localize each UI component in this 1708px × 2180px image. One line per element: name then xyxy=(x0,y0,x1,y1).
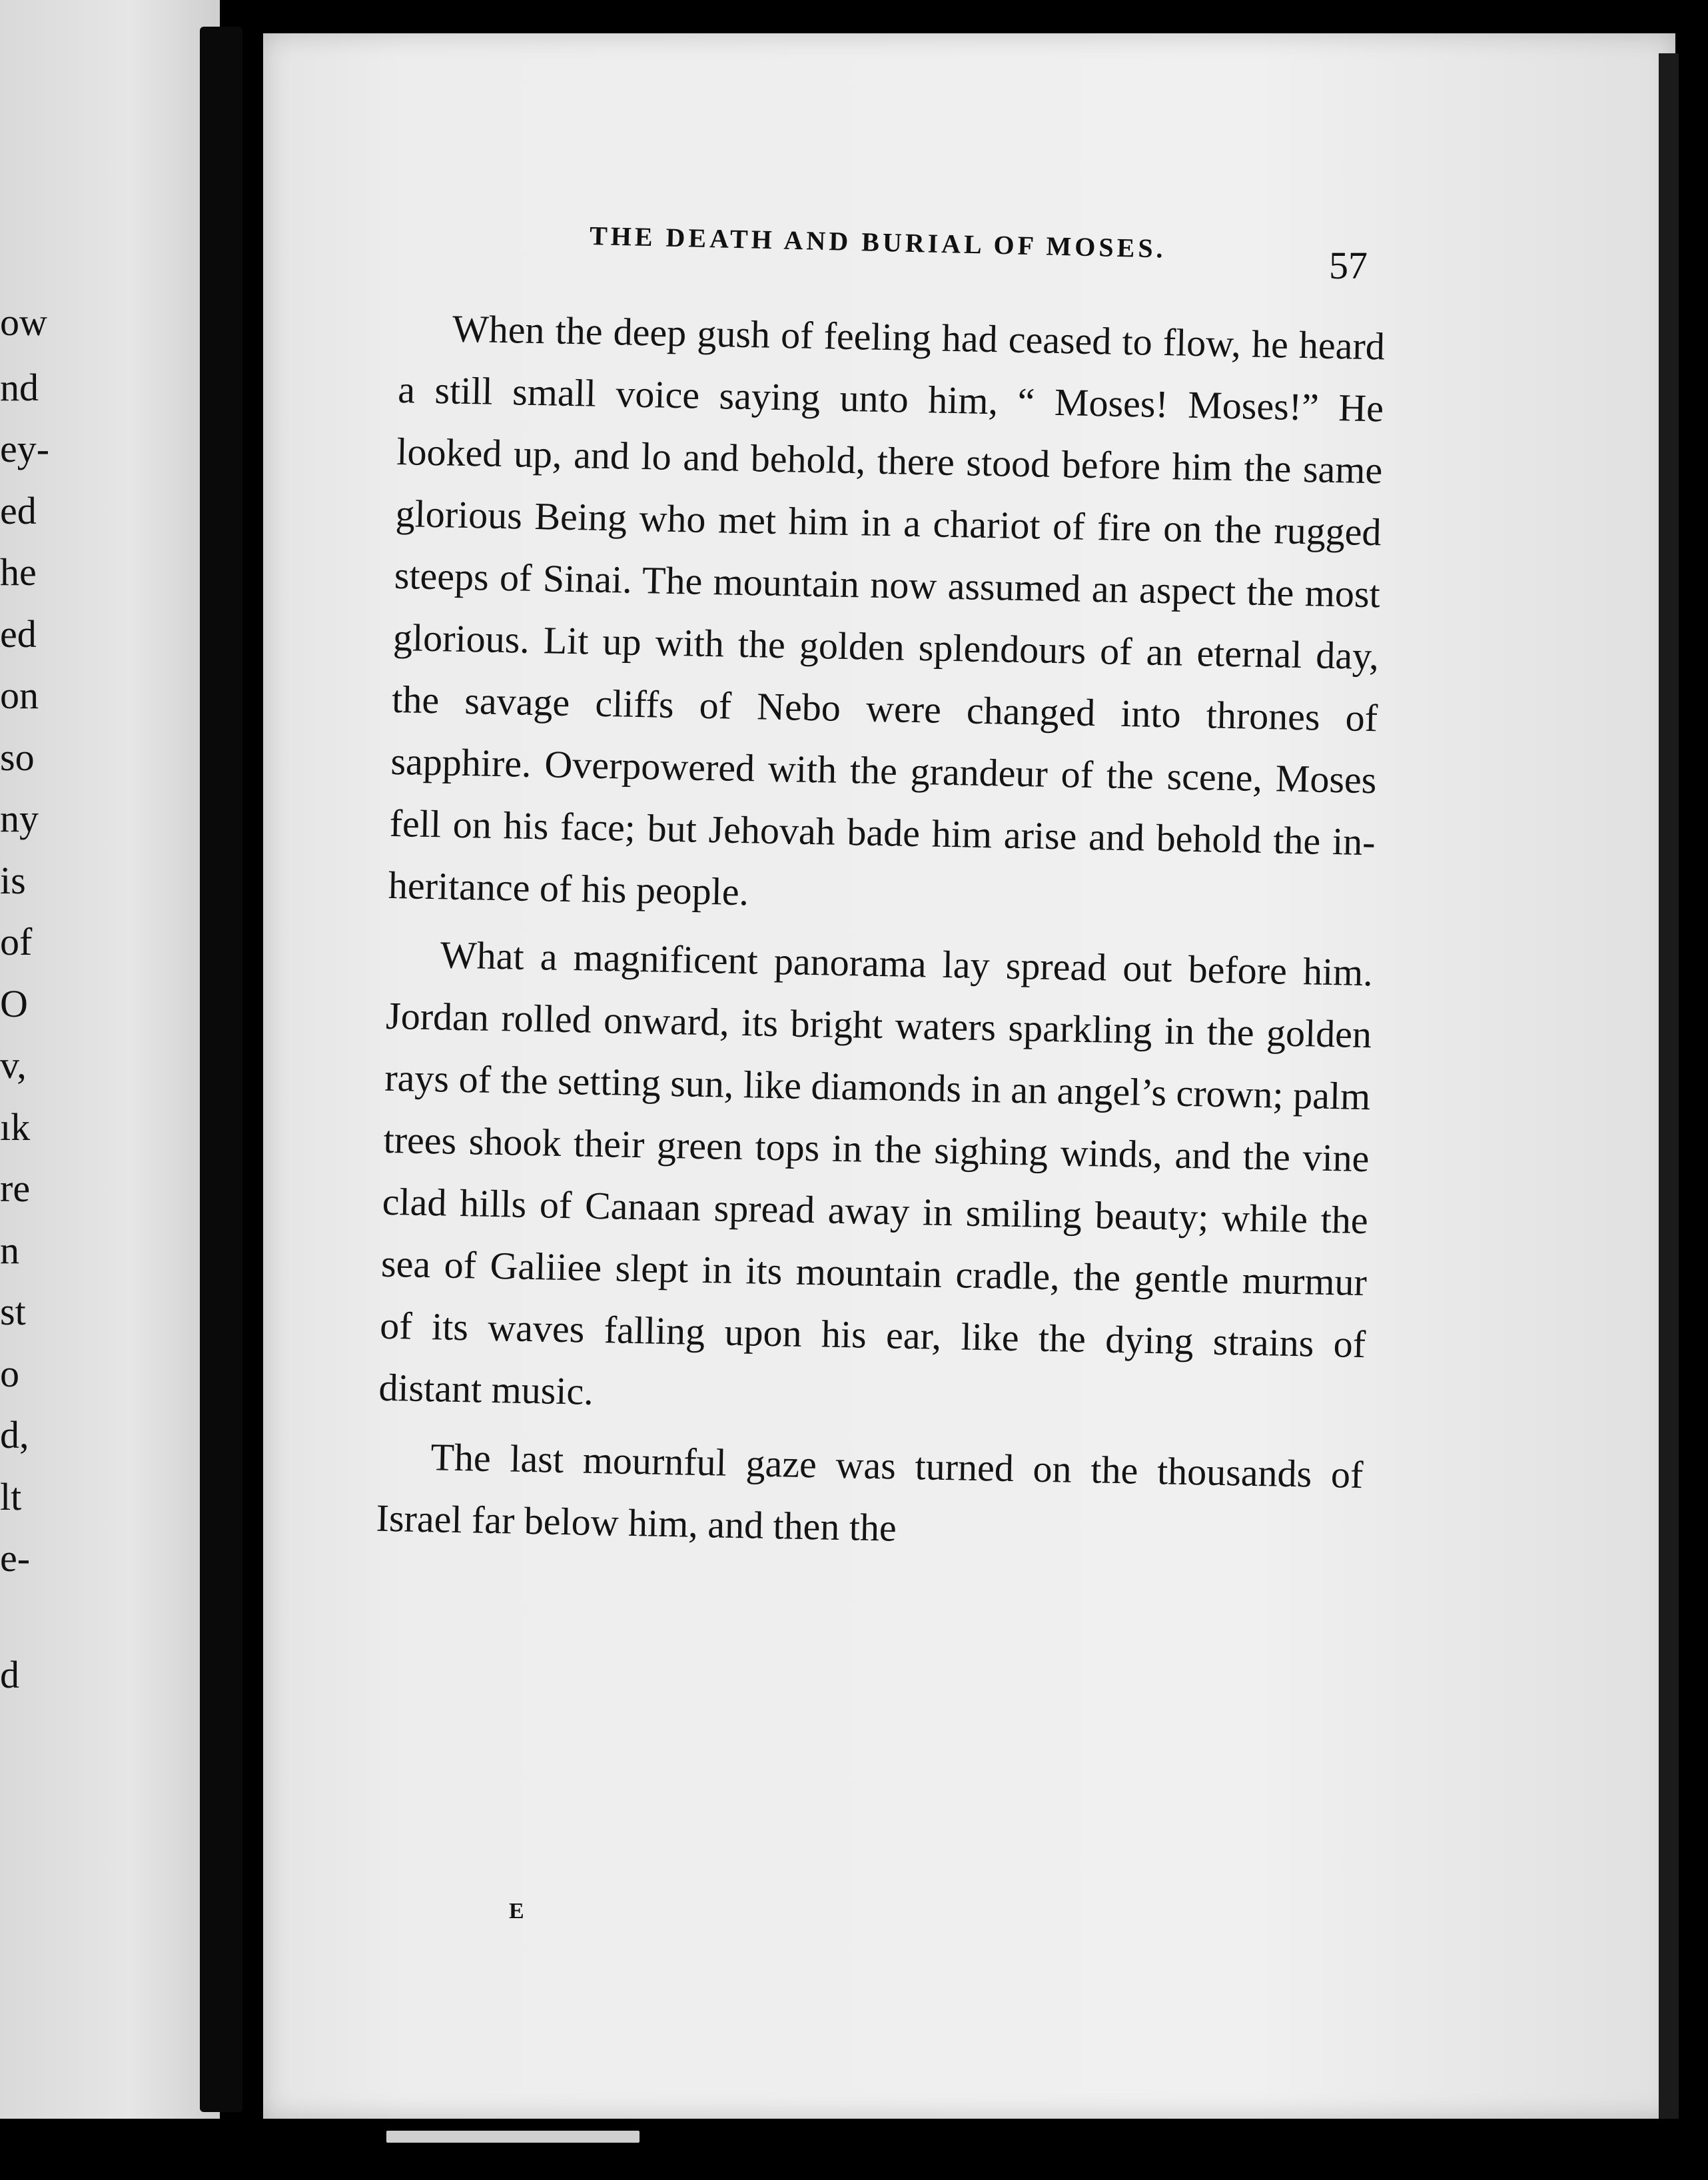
left-page xyxy=(0,0,220,2180)
left-page-fragment: he xyxy=(0,550,37,594)
left-page-fragment: O xyxy=(0,982,28,1025)
scanner-clip xyxy=(386,2131,640,2143)
scan-border xyxy=(0,2119,1708,2180)
left-page-fragment: ny xyxy=(0,797,39,840)
paragraph-2: What a magnificent panorama lay spread out before him. Jordan rolled onward, its bright waters sparkling in the golden rays of the setting sun, like diamonds in an angel’s crown; palm trees shook their green tops in the sighing winds, and the vine clad hills of Canaan spread away in smiling beauty; while the sea of Galiiee slept in its mountain cradle, the gentle murmur of its waves falling upon his ear, like the dying strains of distant music. xyxy=(378,933,1374,1413)
running-header: THE DEATH AND BURIAL OF MOSES. xyxy=(589,221,1167,264)
left-page-fragment: ow xyxy=(0,300,47,344)
left-page-fragment: on xyxy=(0,674,39,717)
page-edge xyxy=(1659,53,1679,2119)
left-page-fragment: nd xyxy=(0,366,39,409)
left-page-fragment: is xyxy=(0,859,26,902)
left-page-fragment: d, xyxy=(0,1413,29,1456)
paragraph-1: When the deep gush of feeling had ceased to flow, he heard a still small voice saying unto him, “ Moses! Moses!” He looked up, and lo and behold, there stood before him the same glorious Being who met him in a chariot of fire on the rugged steeps of Sinai. The mountain now assumed an aspect the most glorious. Lit up with the golden splendours of an eternal day, the savage cliffs of Nebo were changed into thrones of sapphire. Overpowered with the grandeur of the scene, Moses fell on his face; but Jehovah bade him arise and behold the in-heritance of his people. xyxy=(388,306,1386,914)
left-page-fragment: so xyxy=(0,736,35,779)
left-page-fragment: e- xyxy=(0,1536,31,1580)
left-page-fragment: ed xyxy=(0,489,37,532)
left-page-fragment: n xyxy=(0,1229,19,1272)
left-page-fragment: d xyxy=(0,1653,19,1696)
left-page-fragment: o xyxy=(0,1352,19,1395)
signature-mark: E xyxy=(509,1899,524,1923)
paragraph-3: The last mournful gaze was turned on the thousands of Israel far below him, and then the xyxy=(376,1435,1364,1550)
left-page-fragment: ık xyxy=(0,1105,31,1149)
left-page-fragment: lt xyxy=(0,1475,22,1518)
left-page-fragment: st xyxy=(0,1290,26,1333)
page-number: 57 xyxy=(1329,244,1368,287)
body-text xyxy=(376,296,1386,1574)
left-page-fragment: v, xyxy=(0,1043,27,1087)
left-page-fragment: ey- xyxy=(0,427,50,470)
left-page-fragment: ed xyxy=(0,612,37,656)
book-spine xyxy=(200,27,242,2112)
left-page-fragment: re xyxy=(0,1167,31,1210)
left-page-fragment: of xyxy=(0,920,33,963)
